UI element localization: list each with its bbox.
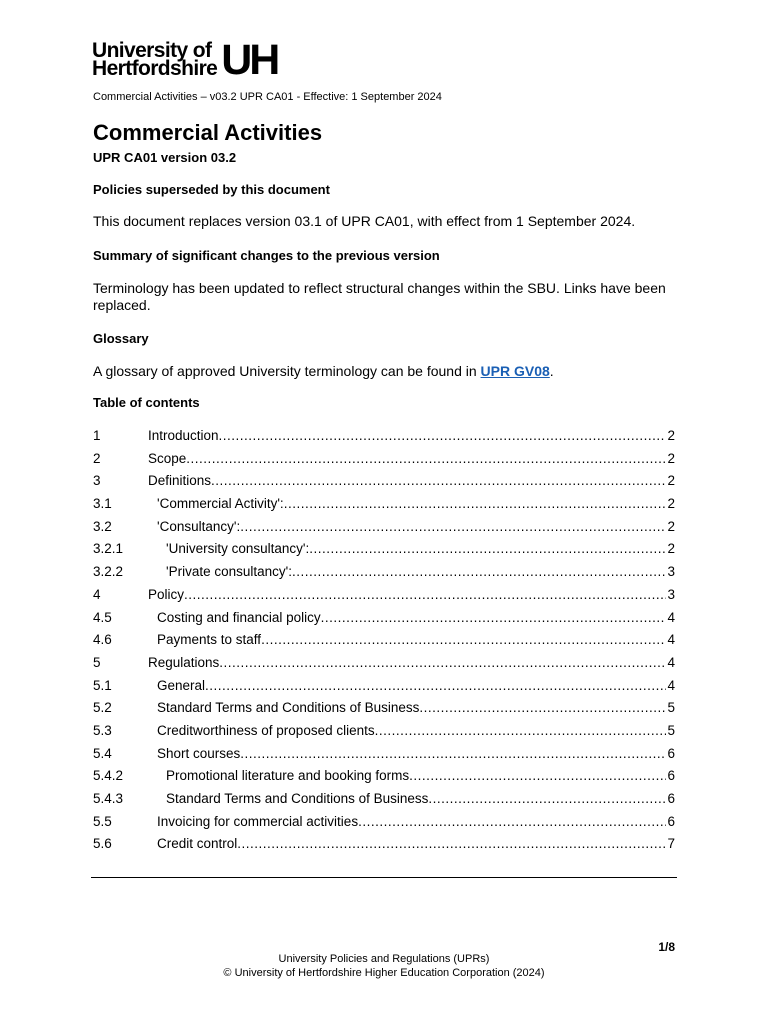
toc-entry-number: 3.2.2 (93, 564, 124, 580)
toc-entry-label: 'Commercial Activity': (157, 496, 284, 512)
toc-entry-number: 1 (93, 428, 101, 443)
toc-entry-number: 5.1 (93, 677, 112, 693)
toc-entry-page: 6 (667, 745, 675, 761)
toc-entry-page: 4 (667, 654, 675, 670)
university-logo (92, 36, 278, 84)
toc-dot-leader (375, 722, 667, 740)
toc-entry-number: 3.2.1 (93, 541, 124, 557)
toc-entry-page: 2 (667, 450, 675, 466)
page-number: 1/8 (658, 940, 675, 954)
glossary-text-before: A glossary of approved University terminology can be found in (93, 363, 481, 379)
toc-entry-page: 5 (667, 700, 675, 716)
toc-dot-leader (428, 790, 666, 808)
superseded-text: This document replaces version 03.1 of UPR CA01, with effect from 1 September 2024. (93, 213, 636, 229)
toc-entry-label: Invoicing for commercial activities (157, 813, 359, 829)
toc-dot-leader (237, 835, 666, 853)
toc-entry-page: 7 (667, 836, 675, 852)
toc-entry-label: Introduction (148, 428, 219, 443)
toc-dot-leader (211, 472, 666, 490)
toc-entry[interactable] (93, 813, 675, 836)
toc-entry-page: 6 (667, 791, 675, 806)
document-header: Commercial Activities – v03.2 UPR CA01 - Effective: 1 September 2024 (93, 91, 442, 103)
toc-entry-body (148, 495, 675, 518)
toc-entry-body (148, 427, 675, 450)
toc-entry-number: 5.5 (93, 813, 112, 829)
toc-entry-number: 4.5 (93, 609, 112, 625)
toc-dot-leader (184, 586, 666, 604)
toc-entry-body (148, 790, 675, 813)
toc-entry[interactable] (93, 745, 675, 768)
glossary-heading: Glossary (93, 331, 149, 346)
toc-entry-page: 3 (667, 586, 675, 602)
toc-entry-page: 2 (667, 473, 675, 489)
toc-entry-label: 'Consultancy': (157, 518, 241, 534)
toc-entry-body (148, 563, 675, 586)
toc-entry-label: 'Private consultancy': (166, 564, 292, 580)
toc-entry-label: Promotional literature and booking forms (166, 768, 410, 784)
toc-entry-page: 4 (667, 677, 675, 693)
toc-entry[interactable] (93, 563, 675, 586)
toc-entry-page: 5 (667, 722, 675, 738)
glossary-text-after: . (549, 363, 554, 379)
toc-entry-number: 3 (93, 473, 101, 489)
toc-entry-body (148, 767, 675, 790)
toc-entry-page: 6 (667, 813, 675, 829)
toc-entry-body (148, 654, 675, 677)
toc-entry-number: 5 (93, 654, 101, 670)
toc-heading: Table of contents (93, 395, 200, 410)
toc-entry[interactable] (93, 540, 675, 563)
glossary-text (93, 363, 683, 380)
toc-entry[interactable] (93, 609, 675, 632)
toc-dot-leader (321, 609, 667, 627)
toc-entry[interactable] (93, 427, 675, 450)
toc-dot-leader (358, 813, 666, 831)
toc-entry-body (148, 540, 675, 563)
toc-entry-number: 4.6 (93, 632, 112, 648)
toc-entry-page: 2 (667, 541, 675, 557)
toc-entry-label: Payments to staff (157, 632, 262, 648)
toc-entry-body (148, 722, 675, 745)
toc-entry-page: 3 (667, 564, 675, 580)
summary-text: Terminology has been updated to reflect structural changes within the SBU. Links have been replaced. (93, 280, 666, 313)
toc-entry[interactable] (93, 767, 675, 790)
toc-entry-page: 4 (667, 632, 675, 648)
toc-entry-label: 'University consultancy': (166, 541, 310, 557)
toc-entry-page: 2 (667, 496, 675, 512)
toc-dot-leader (219, 427, 667, 445)
toc-entry-number: 5.6 (93, 836, 112, 852)
toc-entry-body (148, 699, 675, 722)
toc-dot-leader (219, 654, 666, 672)
toc-entry-body (148, 609, 675, 632)
toc-entry-number: 3.2 (93, 518, 112, 534)
toc-entry-page: 6 (667, 768, 675, 784)
toc-entry-number: 5.4.3 (93, 791, 124, 806)
toc-entry[interactable] (93, 450, 675, 473)
toc-entry[interactable] (93, 495, 675, 518)
page-title: Commercial Activities (93, 120, 323, 145)
toc-entry-label: Standard Terms and Conditions of Business (166, 791, 429, 806)
toc-entry-body (148, 586, 675, 609)
toc-dot-leader (419, 699, 666, 717)
toc-entry[interactable] (93, 518, 675, 541)
toc-entry-label: Costing and financial policy (157, 609, 321, 625)
toc-dot-leader (205, 677, 666, 695)
toc-dot-leader (240, 745, 666, 763)
summary-heading: Summary of significant changes to the previous version (93, 248, 440, 263)
toc-entry-body (148, 450, 675, 473)
toc-entry-label: Short courses (157, 745, 241, 761)
toc-entry-body (148, 813, 675, 836)
toc-entry-body (148, 518, 675, 541)
toc-entry-number: 5.2 (93, 700, 112, 716)
toc-entry[interactable] (93, 722, 675, 745)
logo-line-2: Hertfordshire (92, 57, 218, 80)
table-of-contents (93, 427, 675, 858)
toc-entry-number: 2 (93, 450, 101, 466)
toc-entry-label: Standard Terms and Conditions of Business (157, 700, 420, 716)
toc-dot-leader (240, 518, 666, 536)
toc-entry[interactable] (93, 677, 675, 700)
logo-line-1: University of (92, 39, 212, 62)
toc-dot-leader (284, 495, 667, 513)
toc-entry-label: Policy (148, 586, 185, 602)
toc-entry[interactable] (93, 631, 675, 654)
toc-entry-label: Credit control (157, 836, 238, 852)
toc-dot-leader (309, 540, 666, 558)
toc-entry-number: 3.1 (93, 496, 112, 512)
toc-entry[interactable] (93, 586, 675, 609)
toc-entry-page: 2 (667, 428, 675, 443)
footer-line-2: © University of Hertfordshire Higher Education Corporation (2024) (223, 967, 545, 979)
toc-entry-body (148, 745, 675, 768)
toc-entry-number: 5.4 (93, 745, 112, 761)
logo-wordmark (92, 39, 218, 80)
toc-dot-leader (409, 767, 666, 785)
toc-entry[interactable] (93, 654, 675, 677)
toc-entry-label: General (157, 677, 206, 693)
toc-entry-number: 4 (93, 586, 101, 602)
toc-entry-number: 5.4.2 (93, 768, 124, 784)
superseded-heading: Policies superseded by this document (93, 182, 330, 197)
toc-entry-page: 4 (667, 609, 675, 625)
toc-entry-body (148, 677, 675, 700)
footer-line-1: University Policies and Regulations (UPRs) (278, 953, 490, 965)
toc-entry-number: 5.3 (93, 722, 112, 738)
toc-entry[interactable] (93, 699, 675, 722)
toc-entry[interactable] (93, 835, 675, 858)
page-subtitle: UPR CA01 version 03.2 (93, 150, 237, 165)
toc-entry-body (148, 631, 675, 654)
toc-entry-label: Scope (148, 450, 187, 466)
logo-mark: UH (221, 36, 278, 84)
toc-entry-label: Creditworthiness of proposed clients (157, 722, 375, 738)
toc-entry[interactable] (93, 472, 675, 495)
toc-entry-label: Definitions (148, 473, 212, 489)
toc-entry[interactable] (93, 790, 675, 813)
toc-entry-body (148, 835, 675, 858)
toc-entry-page: 2 (667, 518, 675, 534)
toc-entry-body (148, 472, 675, 495)
toc-dot-leader (186, 450, 666, 468)
toc-entry-label: Regulations (148, 654, 220, 670)
footer-divider (91, 877, 677, 878)
glossary-link[interactable]: UPR GV08 (480, 363, 550, 379)
toc-dot-leader (261, 631, 666, 649)
toc-dot-leader (292, 563, 667, 581)
